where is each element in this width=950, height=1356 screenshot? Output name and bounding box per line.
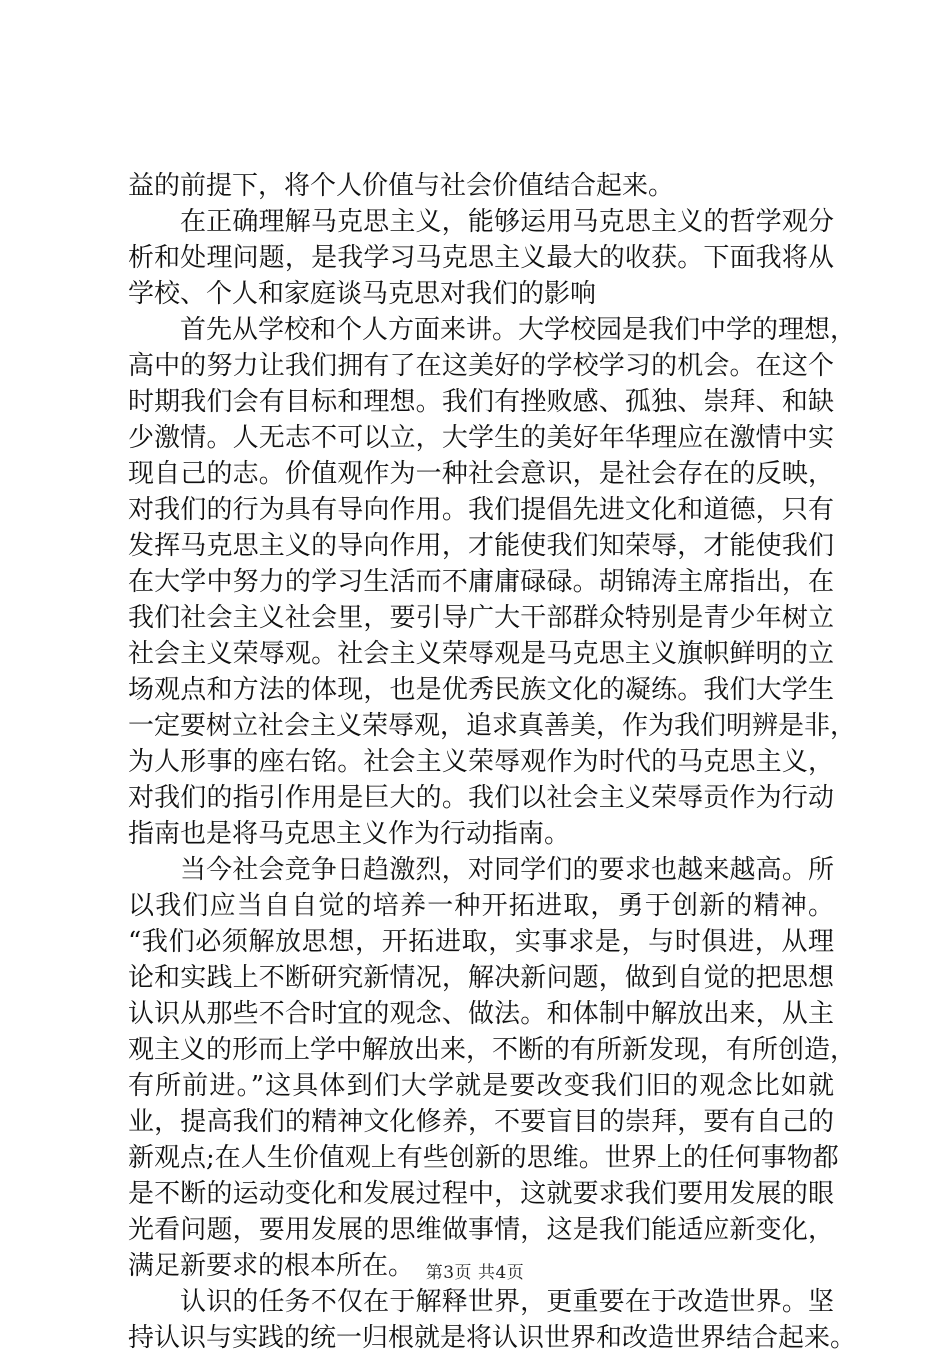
text-line: 认识的任务不仅在于解释世界，更重要在于改造世界。坚 [180, 1287, 834, 1317]
text-line: 光看问题，要用发展的思维做事情，这是我们能适应新变化， [128, 1215, 834, 1245]
text-line: 在正确理解马克思主义，能够运用马克思主义的哲学观分 [180, 207, 834, 237]
text-line: 我们社会主义社会里，要引导广大干部群众特别是青少年树立 [128, 603, 834, 633]
text-line: 当今社会竞争日趋激烈，对同学们的要求也越来越高。所 [180, 855, 834, 885]
text-line: 指南也是将马克思主义作为行动指南。 [128, 819, 571, 849]
text-line: 对我们的行为具有导向作用。我们提倡先进文化和道德，只有 [128, 495, 834, 525]
text-line: “我们必须解放思想，开拓进取，实事求是，与时俱进，从理 [128, 927, 834, 957]
text-line: 以我们应当自自觉的培养一种开拓进取，勇于创新的精神。 [128, 891, 834, 921]
text-line: 时期我们会有目标和理想。我们有挫败感、孤独、崇拜、和缺 [128, 387, 834, 417]
text-line: 首先从学校和个人方面来讲。大学校园是我们中学的理想， [180, 315, 857, 345]
text-line: 益的前提下，将个人价值与社会价值结合起来。 [128, 171, 675, 201]
text-line: 观主义的形而上学中解放出来，不断的有所新发现，有所创造， [128, 1035, 857, 1065]
text-line: 一定要树立社会主义荣辱观，追求真善美，作为我们明辨是非， [128, 711, 857, 741]
text-line: 认识从那些不合时宜的观念、做法。和体制中解放出来，从主 [128, 999, 834, 1029]
text-line: 少激情。人无志不可以立，大学生的美好年华理应在激情中实 [128, 423, 834, 453]
body-text [128, 168, 857, 1356]
text-line: 场观点和方法的体现，也是优秀民族文化的凝练。我们大学生 [128, 675, 834, 705]
text-line: 高中的努力让我们拥有了在这美好的学校学习的机会。在这个 [128, 351, 834, 381]
text-line: 新观点;在人生价值观上有些创新的思维。世界上的任何事物都 [128, 1143, 839, 1173]
text-line: 持认识与实践的统一归根就是将认识世界和改造世界结合起来。 [128, 1323, 857, 1353]
text-line: 是不断的运动变化和发展过程中，这就要求我们要用发展的眼 [128, 1179, 834, 1209]
text-line: 为人形事的座右铭。社会主义荣辱观作为时代的马克思主义， [128, 747, 834, 777]
text-line: 学校、个人和家庭谈马克思对我们的影响 [128, 279, 597, 309]
text-line: 论和实践上不断研究新情况，解决新问题，做到自觉的把思想 [128, 963, 834, 993]
text-line: 社会主义荣辱观。社会主义荣辱观是马克思主义旗帜鲜明的立 [128, 639, 834, 669]
page-footer: 第3页 共4页 [425, 1263, 525, 1283]
text-line: 有所前进。”这具体到们大学就是要改变我们旧的观念比如就 [128, 1071, 834, 1101]
text-line: 业，提高我们的精神文化修养，不要盲目的崇拜，要有自己的 [128, 1107, 834, 1137]
text-line: 满足新要求的根本所在。 [128, 1251, 415, 1281]
text-line: 在大学中努力的学习生活而不庸庸碌碌。胡锦涛主席指出，在 [128, 567, 834, 597]
text-line: 析和处理问题，是我学习马克思主义最大的收获。下面我将从 [128, 243, 834, 273]
text-line: 现自己的志。价值观作为一种社会意识，是社会存在的反映， [128, 459, 834, 489]
text-line: 对我们的指引作用是巨大的。我们以社会主义荣辱贡作为行动 [128, 783, 834, 813]
text-line: 发挥马克思主义的导向作用，才能使我们知荣辱，才能使我们 [128, 531, 834, 561]
